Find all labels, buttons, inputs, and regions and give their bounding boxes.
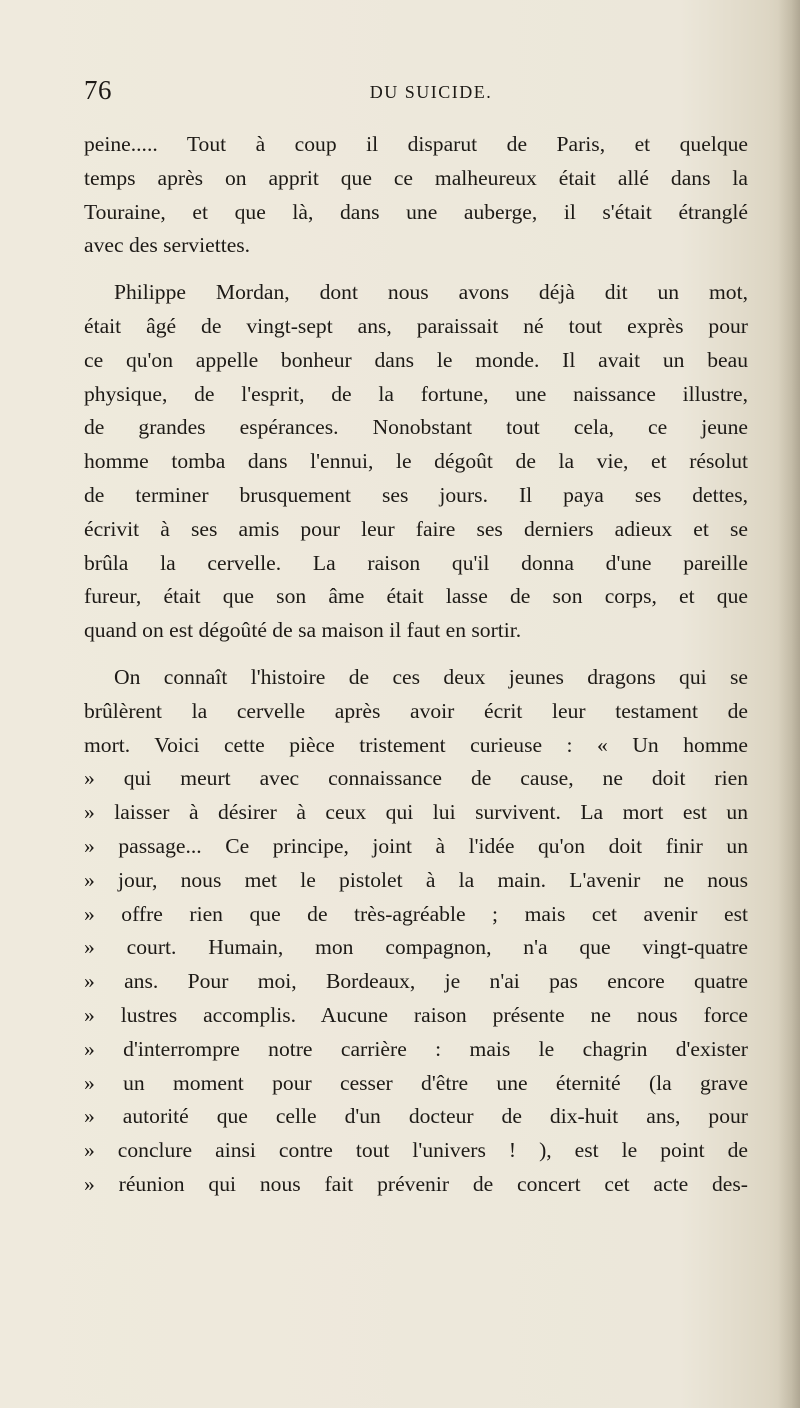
text-line: » passage... Ce principe, joint à l'idée qu'on doit finir un — [84, 833, 748, 858]
text-line: » jour, nous met le pistolet à la main. L'avenir ne nous — [84, 867, 748, 892]
text-line: ce qu'on appelle bonheur dans le monde. Il avait un beau — [84, 347, 748, 372]
text-line: » court. Humain, mon compagnon, n'a que vingt-quatre — [84, 935, 748, 960]
text-line: Philippe Mordan, dont nous avons déjà dit un mot, — [114, 280, 748, 305]
page-number: 76 — [84, 75, 112, 105]
text-line: physique, de l'esprit, de la fortune, une naissance illustre, — [84, 381, 748, 406]
text-line: brûlèrent la cervelle après avoir écrit leur testament de — [84, 698, 748, 723]
text-line: » ans. Pour moi, Bordeaux, je n'ai pas encore quatre — [84, 969, 748, 994]
paragraph-1 — [84, 128, 748, 263]
text-line: On connaît l'histoire de ces deux jeunes dragons qui se — [114, 664, 748, 689]
page-edge-shadow — [778, 0, 800, 1408]
text-line: mort. Voici cette pièce tristement curieuse : « Un homme — [84, 732, 748, 757]
text-line: Touraine, et que là, dans une auberge, il s'était étranglé — [84, 199, 748, 224]
text-line: écrivit à ses amis pour leur faire ses derniers adieux et se — [84, 516, 748, 541]
running-title: DU SUICIDE. — [369, 82, 493, 102]
text-line: homme tomba dans l'ennui, le dégoût de la vie, et résolut — [84, 449, 748, 474]
text-line: » offre rien que de très-agréable ; mais cet avenir est — [84, 901, 748, 926]
text-line: » lustres accomplis. Aucune raison présente ne nous force — [84, 1002, 748, 1027]
text-line: » autorité que celle d'un docteur de dix-huit ans, pour — [84, 1104, 748, 1129]
text-line: fureur, était que son âme était lasse de son corps, et que — [84, 584, 748, 609]
paragraph-3 — [84, 661, 748, 1202]
text-line: quand on est dégoûté de sa maison il faut en sortir. — [84, 618, 522, 643]
text-line: » laisser à désirer à ceux qui lui survivent. La mort est un — [84, 800, 748, 825]
running-head — [84, 72, 748, 112]
text-line: temps après on apprit que ce malheureux était allé dans la — [84, 165, 748, 190]
text-line: » conclure ainsi contre tout l'univers ! ), est le point de — [84, 1138, 748, 1163]
text-line: » un moment pour cesser d'être une éternité (la grave — [84, 1070, 748, 1095]
text-line: peine..... Tout à coup il disparut de Paris, et quelque — [84, 132, 748, 156]
text-line: était âgé de vingt-sept ans, paraissait né tout exprès pour — [84, 313, 748, 338]
text-line: » d'interrompre notre carrière : mais le chagrin d'exister — [84, 1036, 748, 1061]
text-line: » qui meurt avec connaissance de cause, ne doit rien — [84, 766, 748, 791]
text-line: » réunion qui nous fait prévenir de concert cet acte des- — [84, 1171, 748, 1196]
text-line: avec des serviettes. — [84, 233, 251, 258]
text-line: de terminer brusquement ses jours. Il paya ses dettes, — [84, 482, 748, 507]
text-line: brûla la cervelle. La raison qu'il donna d'une pareille — [84, 550, 748, 575]
text-line: de grandes espérances. Nonobstant tout cela, ce jeune — [84, 415, 748, 440]
paragraph-2 — [84, 276, 748, 648]
body-text — [84, 128, 748, 1202]
